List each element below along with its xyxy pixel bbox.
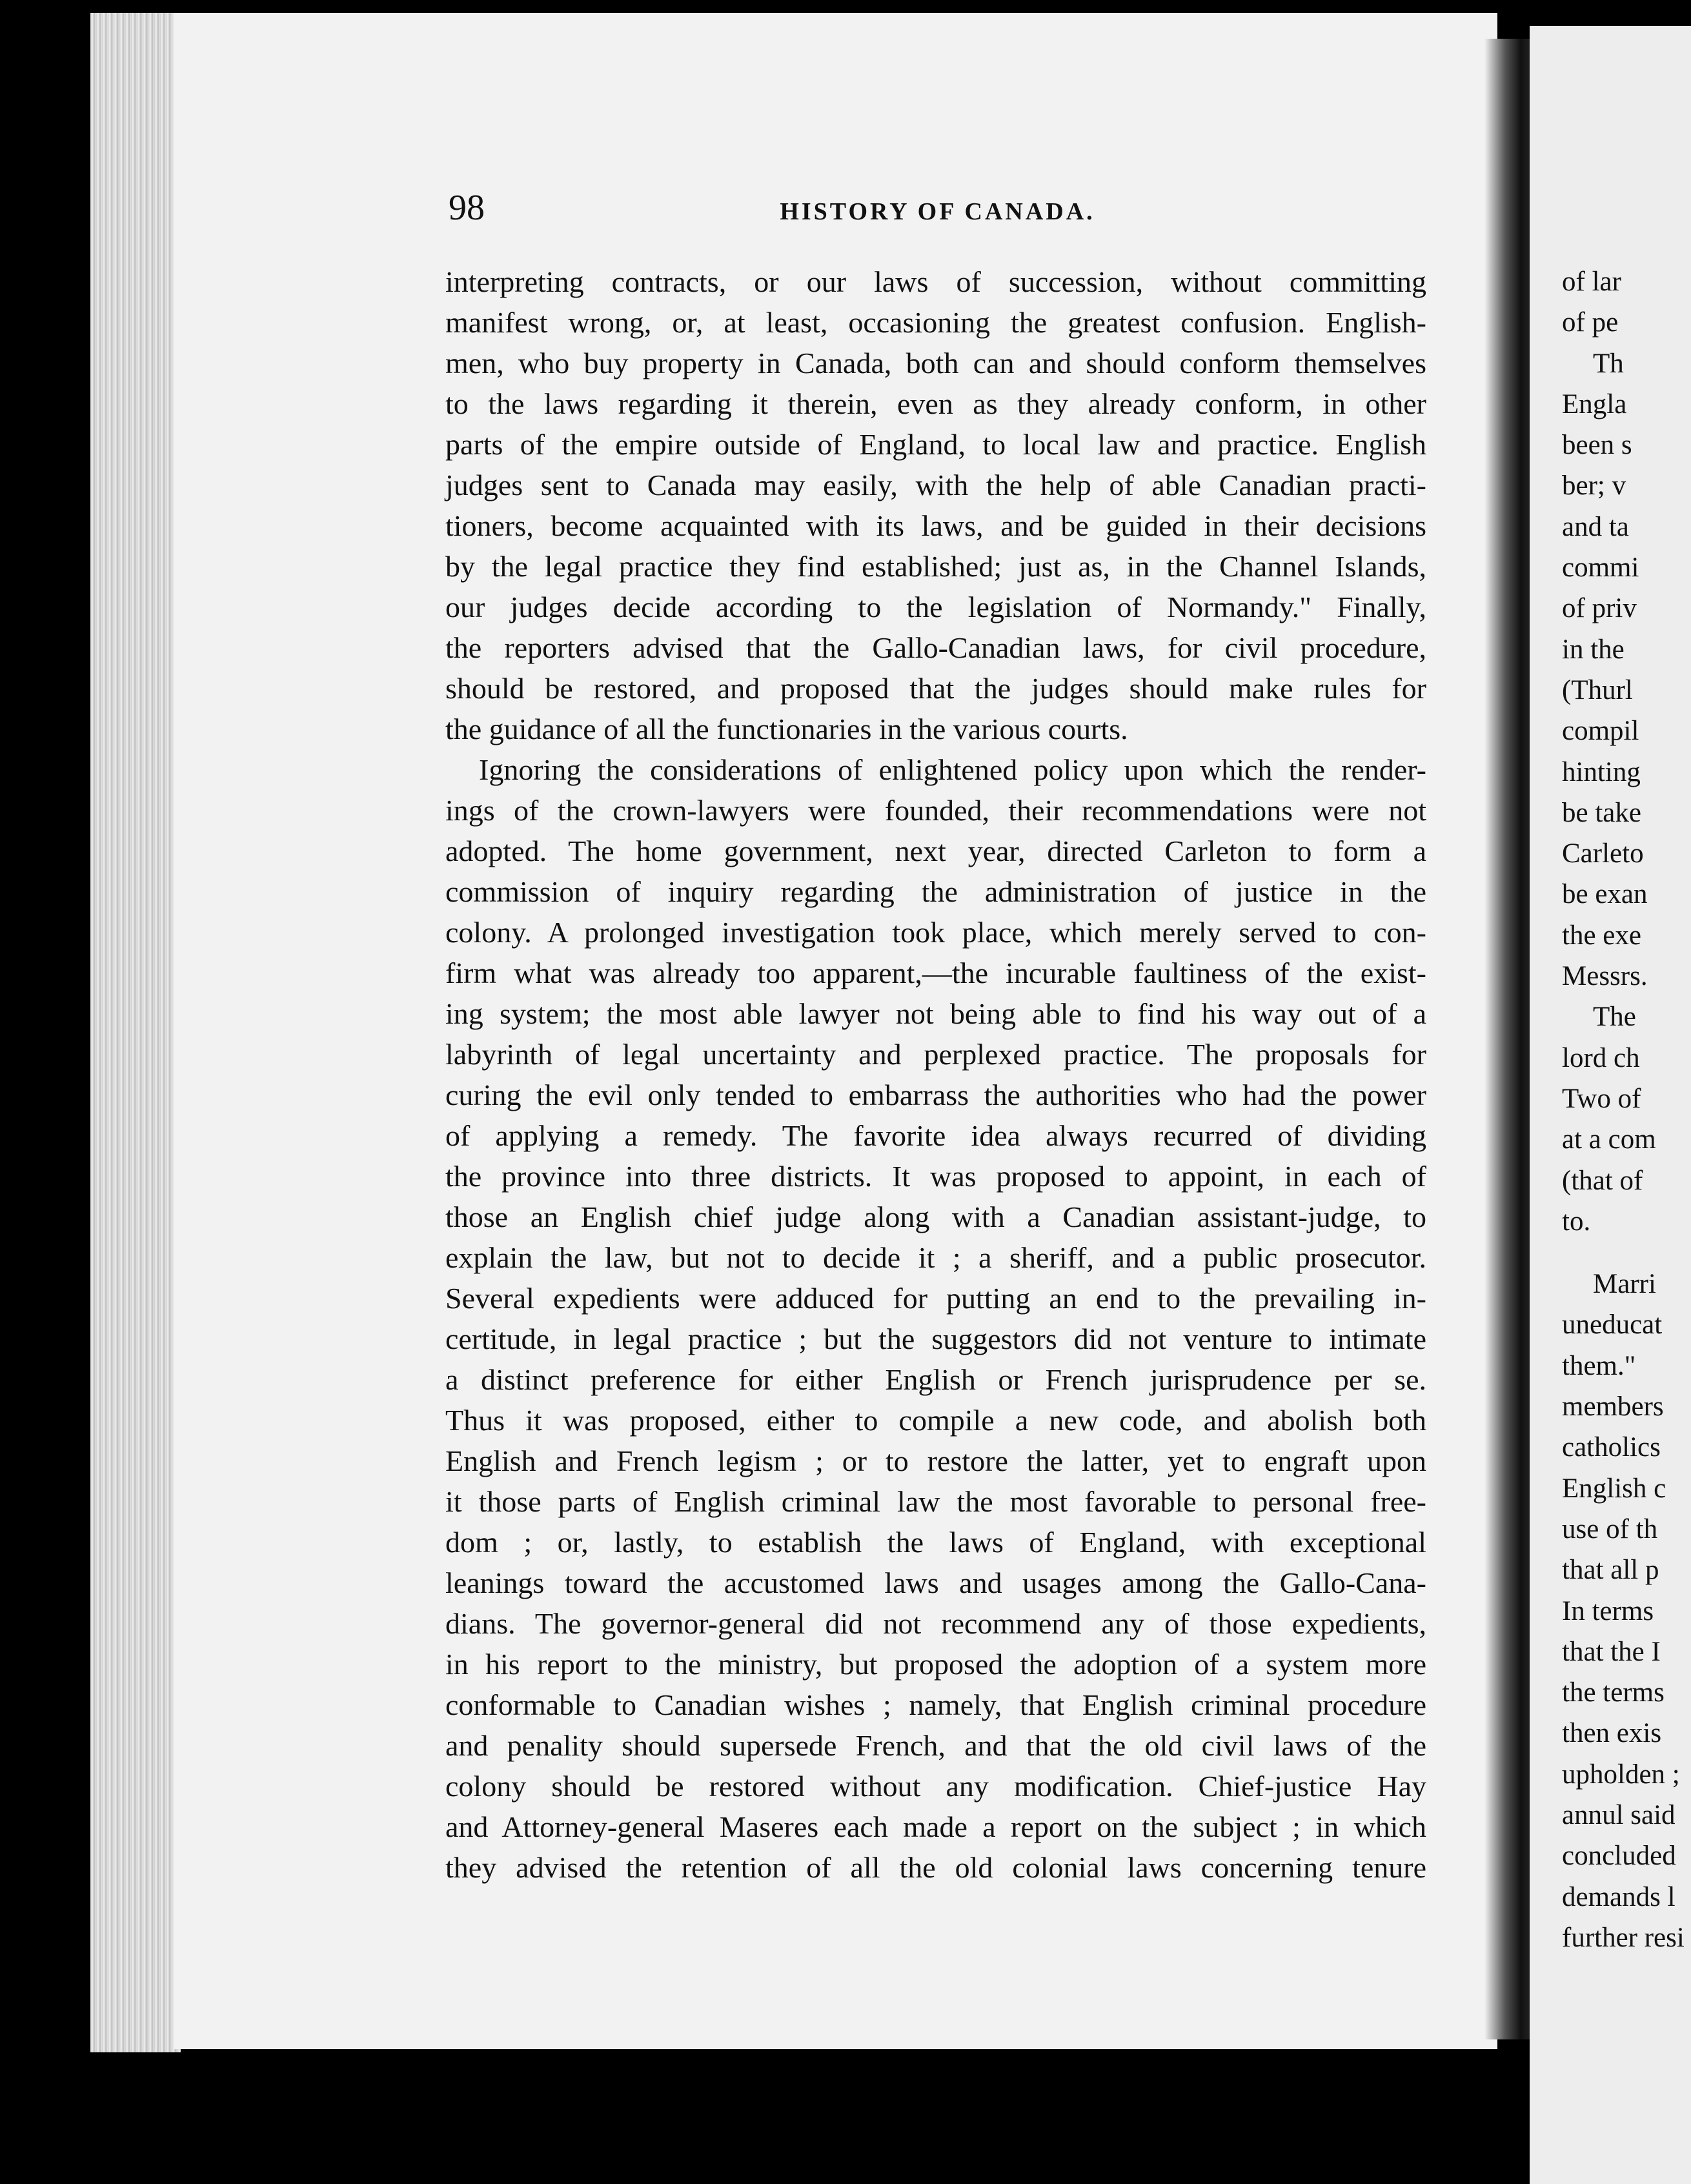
right-text-line: that the I [1562,1636,1661,1667]
text-line: dians. The governor-general did not recommend any of those expedients, [445,1607,1426,1640]
right-text-line: in the [1562,634,1625,665]
text-line: judges sent to Canada may easily, with the help of able Canadian practi- [445,469,1426,501]
text-line: labyrinth of legal uncertainty and perplexed practice. The proposals for [445,1038,1426,1071]
right-text-line: uneducat [1562,1309,1663,1340]
text-line: those an English chief judge along with a Canadian assistant-judge, to [445,1200,1426,1233]
running-head: HISTORY OF CANADA. [780,198,1095,225]
right-text-line: English c [1562,1473,1666,1504]
text-line: to the laws regarding it therein, even as they already conform, in other [445,387,1426,420]
text-line: they advised the retention of all the old colonial laws concerning tenure [445,1851,1426,1884]
body-text [445,261,1426,1888]
text-line: colony should be restored without any modification. Chief-justice Hay [445,1770,1426,1803]
right-text-line: catholics [1562,1432,1661,1463]
right-text-line: (that of [1562,1165,1643,1196]
right-text-line: members [1562,1391,1664,1422]
right-text-line: In terms [1562,1595,1654,1626]
right-text-line: Th [1593,348,1624,379]
right-text-line: compil [1562,716,1639,747]
right-text-line: hinting [1562,756,1641,787]
text-line: interpreting contracts, or our laws of succession, without committing [445,265,1426,298]
right-text-line: Engla [1562,389,1627,420]
text-line: the province into three districts. It was proposed to appoint, in each of [445,1160,1426,1193]
text-line: adopted. The home government, next year, directed Carleton to form a [445,834,1426,867]
right-text-line: them." [1562,1350,1636,1381]
text-line: tioners, become acquainted with its laws, and be guided in their decisions [445,509,1426,542]
text-line: Thus it was proposed, either to compile a new code, and abolish both [445,1404,1426,1437]
text-line: certitude, in legal practice ; but the suggestors did not venture to intimate [445,1322,1426,1355]
right-text-line: Carleto [1562,838,1644,869]
right-text-line: annul said [1562,1799,1676,1830]
text-line: firm what was already too apparent,—the incurable faultiness of the exist- [445,956,1426,989]
right-text-line: and ta [1562,511,1629,542]
right-text-line: of lar [1562,267,1621,297]
right-text-line: The [1593,1002,1636,1033]
text-line: in his report to the ministry, but proposed the adoption of a system more [445,1648,1426,1681]
right-text-line: be exan [1562,879,1648,910]
right-text-line: been s [1562,430,1632,461]
right-text-line: at a com [1562,1124,1656,1155]
right-text-line: ber; v [1562,470,1626,501]
text-line: ings of the crown-lawyers were founded, their recommendations were not [445,794,1426,827]
text-line: explain the law, but not to decide it ; a sheriff, and a public prosecutor. [445,1241,1426,1274]
text-line: and Attorney-general Maseres each made a report on the subject ; in which [445,1810,1426,1843]
right-text-line: commi [1562,552,1639,583]
right-text-line: Marri [1593,1269,1656,1300]
text-line: men, who buy property in Canada, both can and should conform themselves [445,347,1426,379]
text-line: of applying a remedy. The favorite idea always recurred of dividing [445,1119,1426,1152]
text-line: commission of inquiry regarding the administration of justice in the [445,875,1426,908]
right-text-line: Messrs. [1562,961,1648,992]
right-text-line: concluded [1562,1841,1676,1872]
text-line: conformable to Canadian wishes ; namely, that English criminal procedure [445,1688,1426,1721]
right-page-text [1562,261,1691,1958]
text-line: Several expedients were adduced for putting an end to the prevailing in- [445,1282,1426,1315]
text-line: Ignoring the considerations of enlightened policy upon which the render- [479,753,1426,786]
right-text-line: to. [1562,1206,1591,1237]
text-line: dom ; or, lastly, to establish the laws of England, with exceptional [445,1526,1426,1559]
text-line: parts of the empire outside of England, to local law and practice. English [445,428,1426,461]
text-line: a distinct preference for either English or French jurisprudence per se. [445,1363,1426,1396]
page-edges [90,13,181,2052]
right-text-line: upholden ; [1562,1759,1680,1790]
right-text-line: the exe [1562,920,1641,951]
right-text-line: of priv [1562,593,1637,624]
text-line: should be restored, and proposed that the judges should make rules for [445,672,1426,705]
right-text-line: then exis [1562,1718,1662,1749]
text-line: it those parts of English criminal law the most favorable to personal free- [445,1485,1426,1518]
page-header [449,187,1426,239]
text-line: and penality should supersede French, and that the old civil laws of the [445,1729,1426,1762]
text-line: English and French legism ; or to restore the latter, yet to engraft upon [445,1444,1426,1477]
text-line: manifest wrong, or, at least, occasioning the greatest confusion. English- [445,306,1426,339]
right-text-line: demands l [1562,1881,1676,1912]
right-text-line: that all p [1562,1555,1659,1586]
text-line: the reporters advised that the Gallo-Canadian laws, for civil procedure, [445,631,1426,664]
right-text-line: (Thurl [1562,674,1633,705]
right-text-line: lord ch [1562,1042,1640,1073]
right-text-line: of pe [1562,307,1619,338]
text-line: ing system; the most able lawyer not being able to find his way out of a [445,997,1426,1030]
text-line: curing the evil only tended to embarrass the authorities who had the power [445,1078,1426,1111]
text-line: by the legal practice they find established; just as, in the Channel Islands, [445,550,1426,583]
text-line: colony. A prolonged investigation took place, which merely served to con- [445,916,1426,949]
page-number: 98 [449,188,485,228]
text-line: our judges decide according to the legislation of Normandy." Finally, [445,591,1426,623]
right-text-line: be take [1562,797,1641,828]
text-line: the guidance of all the functionaries in the various courts. [445,713,1128,745]
right-text-line: further resi [1562,1922,1685,1953]
text-line: leanings toward the accustomed laws and usages among the Gallo-Cana- [445,1566,1426,1599]
right-text-line: the terms [1562,1677,1665,1708]
book-gutter [1484,39,1536,2039]
right-text-line: Two of [1562,1083,1641,1114]
right-text-line: use of th [1562,1513,1658,1544]
